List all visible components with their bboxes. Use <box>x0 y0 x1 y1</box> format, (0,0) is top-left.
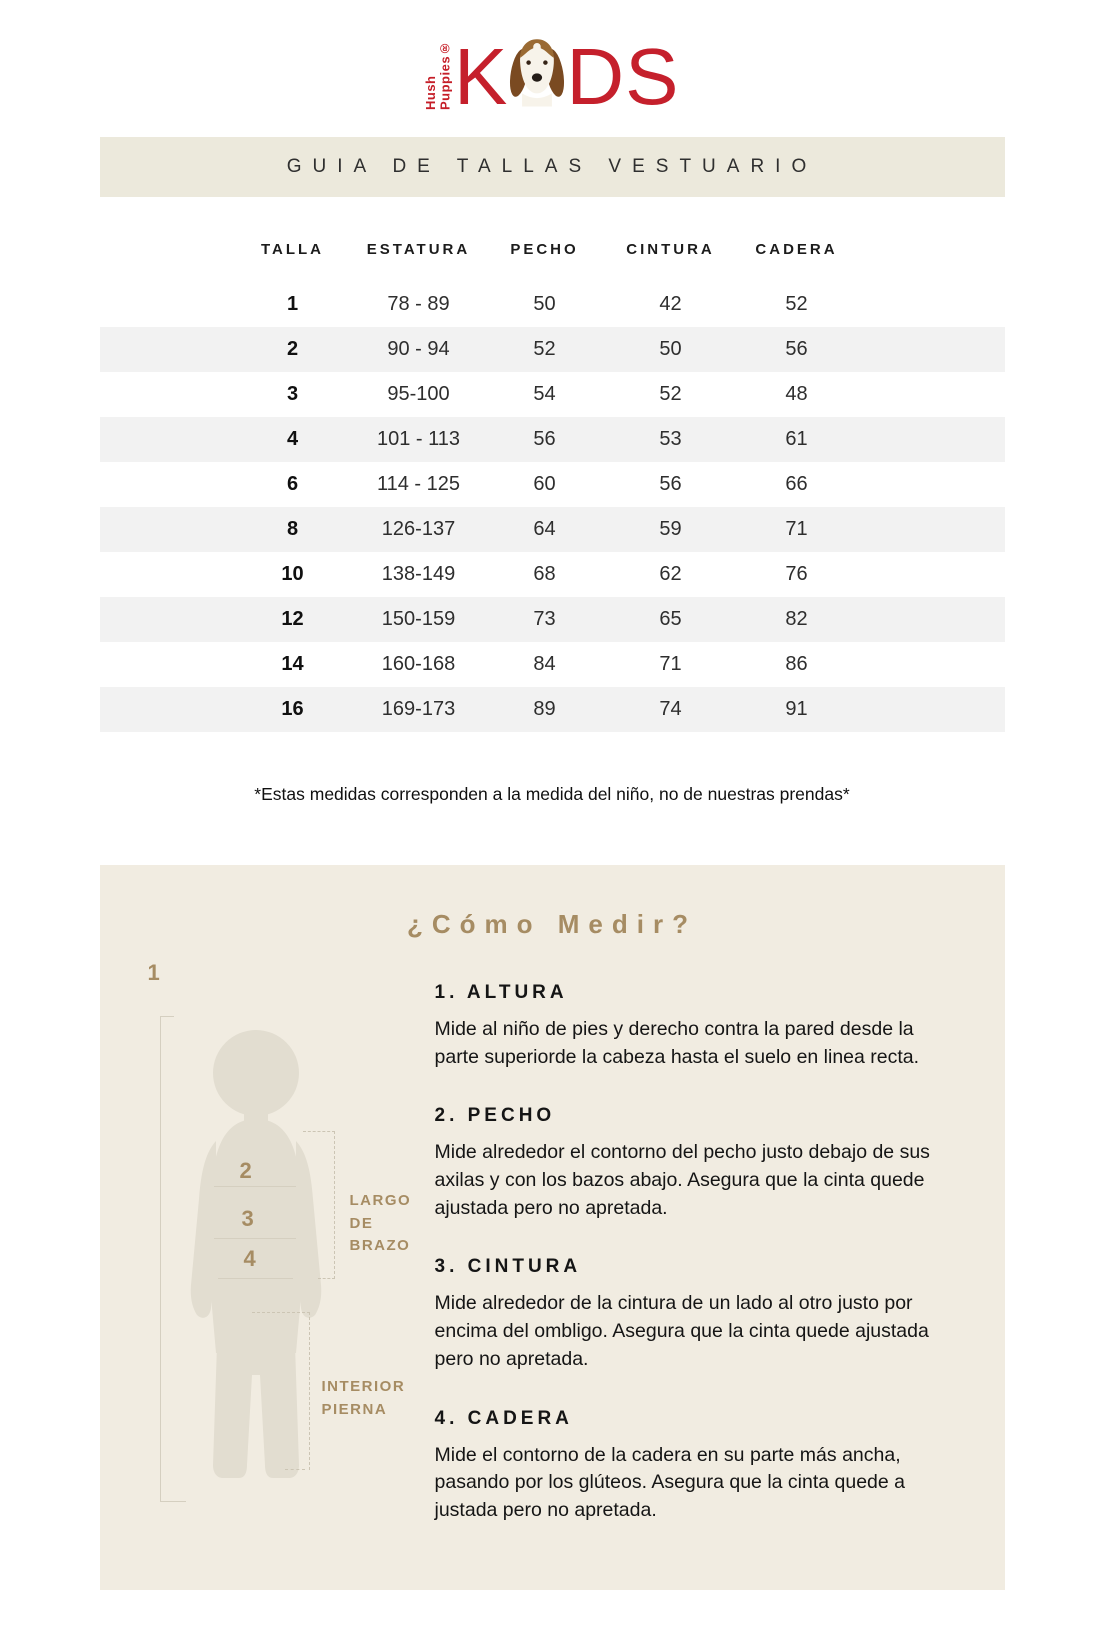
step-body: Mide el contorno de la cadera en su parte más ancha, pasando por los glúteos. Asegura que la cinta quede a justada pero no apretada. <box>434 1443 906 1521</box>
measurement-cell: 56 <box>659 473 682 495</box>
column-header-pecho: PECHO <box>510 241 579 258</box>
table-row <box>100 597 1005 642</box>
column-header-cintura: CINTURA <box>626 241 715 258</box>
inseam-line <box>309 1312 310 1470</box>
arm-length-line <box>334 1131 335 1279</box>
diagram-point-3: 3 <box>241 1206 254 1231</box>
size-cell: 14 <box>281 653 304 675</box>
measurement-cell: 90 - 94 <box>387 338 450 360</box>
logo-letters-ds: DS <box>566 32 680 122</box>
step-heading: 4. CADERA <box>434 1407 573 1429</box>
table-body <box>100 282 1005 732</box>
table-row <box>100 507 1005 552</box>
measurement-cell: 68 <box>533 563 556 585</box>
column-header-estatura: ESTATURA <box>366 241 471 258</box>
size-cell: 4 <box>286 428 299 450</box>
measurement-cell: 54 <box>533 383 556 405</box>
arm-length-top-dash <box>303 1131 335 1132</box>
measurement-cell: 56 <box>785 338 808 360</box>
measurement-cell: 74 <box>659 698 682 720</box>
table-row <box>100 552 1005 597</box>
measurement-cell: 89 <box>533 698 556 720</box>
table-row <box>100 642 1005 687</box>
measure-steps <box>435 950 947 1559</box>
step-body: Mide al niño de pies y derecho contra la pared desde la parte superiorde la cabeza hasta el suelo en linea recta. <box>434 1018 920 1068</box>
size-cell: 3 <box>286 383 299 405</box>
logo-letter-k: K <box>454 32 509 122</box>
measurement-cell: 50 <box>533 293 556 315</box>
measurement-cell: 169-173 <box>381 698 456 720</box>
measurement-cell: 66 <box>785 473 808 495</box>
measurement-cell: 73 <box>533 608 556 630</box>
height-line-bottom-tick <box>160 1501 186 1502</box>
measurement-cell: 59 <box>659 518 682 540</box>
chest-line <box>214 1186 296 1187</box>
measurement-cell: 56 <box>533 428 556 450</box>
measurement-cell: 160-168 <box>381 653 456 675</box>
measurement-cell: 65 <box>659 608 682 630</box>
measurement-note: *Estas medidas corresponden a la medida del niño, no de nuestras prendas* <box>254 784 850 804</box>
step-heading: 1. ALTURA <box>434 982 568 1003</box>
table-row <box>100 282 1005 327</box>
measurement-cell: 61 <box>785 428 808 450</box>
measurement-cell: 114 - 125 <box>376 473 461 495</box>
size-cell: 6 <box>286 473 299 495</box>
table-row <box>100 687 1005 732</box>
measure-step <box>435 1256 947 1373</box>
step-heading: 2. PECHO <box>434 1105 556 1127</box>
how-to-measure-content <box>100 950 1005 1559</box>
measurement-cell: 71 <box>659 653 682 675</box>
measure-step <box>435 1408 947 1525</box>
diagram-point-4: 4 <box>243 1246 256 1271</box>
inseam-bottom-dash <box>285 1469 305 1470</box>
step-body: Mide alrededor el contorno del pecho justo debajo de sus axilas y con los bazos abajo. Asegura que la cinta quede ajustada pero no apretada. <box>434 1141 930 1219</box>
measurement-cell: 138-149 <box>381 563 456 585</box>
measurement-cell: 52 <box>659 383 682 405</box>
measurement-cell: 76 <box>785 563 808 585</box>
measurement-cell: 150-159 <box>381 608 456 630</box>
height-line-top-tick <box>160 1016 174 1017</box>
brand-vertical-text: Hush Puppies® <box>423 40 453 110</box>
table-row <box>100 417 1005 462</box>
measurement-cell: 48 <box>785 383 808 405</box>
child-measurement-diagram <box>100 950 435 1550</box>
basset-hound-icon <box>509 32 565 110</box>
table-header-row <box>100 241 1005 258</box>
measurement-cell: 53 <box>659 428 682 450</box>
inseam-label: INTERIOR PIERNA <box>321 1378 406 1418</box>
column-header-talla: TALLA <box>260 241 325 258</box>
measurement-cell: 62 <box>659 563 682 585</box>
size-cell: 10 <box>281 563 304 585</box>
hip-line <box>218 1278 293 1279</box>
measurement-cell: 84 <box>533 653 556 675</box>
how-to-measure-title: ¿Cómo Medir? <box>407 909 697 939</box>
measurement-cell: 60 <box>533 473 556 495</box>
height-line <box>160 1016 161 1502</box>
size-guide-banner: GUIA DE TALLAS VESTUARIO <box>100 137 1005 197</box>
size-cell: 1 <box>286 293 299 315</box>
measurement-cell: 42 <box>659 293 682 315</box>
waist-line <box>214 1238 296 1239</box>
measurement-cell: 71 <box>785 518 808 540</box>
table-row <box>100 327 1005 372</box>
arm-length-label: LARGO DE BRAZO <box>349 1192 412 1254</box>
diagram-point-2: 2 <box>239 1158 252 1183</box>
table-row <box>100 462 1005 507</box>
measurement-cell: 86 <box>785 653 808 675</box>
measurement-cell: 52 <box>533 338 556 360</box>
brand-logo <box>0 26 1104 122</box>
size-cell: 16 <box>281 698 304 720</box>
size-cell: 8 <box>286 518 299 540</box>
measurement-cell: 126-137 <box>381 518 456 540</box>
arm-length-bottom-dash <box>318 1278 335 1279</box>
inseam-top-dash <box>252 1312 310 1313</box>
measurement-cell: 78 - 89 <box>387 293 450 315</box>
measure-step <box>435 982 947 1071</box>
measurement-cell: 95-100 <box>387 383 450 405</box>
size-table <box>100 241 1005 732</box>
measurement-cell: 91 <box>785 698 808 720</box>
step-body: Mide alrededor de la cintura de un lado al otro justo por encima del ombligo. Asegura que la cinta quede ajustada pero no apretada. <box>434 1292 929 1370</box>
size-cell: 12 <box>281 608 304 630</box>
measurement-cell: 64 <box>533 518 556 540</box>
measurement-cell: 82 <box>785 608 808 630</box>
column-header-cadera: CADERA <box>755 241 838 258</box>
measurement-cell: 50 <box>659 338 682 360</box>
measurement-cell: 52 <box>785 293 808 315</box>
table-row <box>100 372 1005 417</box>
how-to-measure-section <box>100 865 1005 1590</box>
measurement-cell: 101 - 113 <box>376 428 461 450</box>
measure-step <box>435 1105 947 1222</box>
diagram-point-1: 1 <box>147 960 160 985</box>
step-heading: 3. CINTURA <box>434 1256 582 1278</box>
size-cell: 2 <box>286 338 299 360</box>
